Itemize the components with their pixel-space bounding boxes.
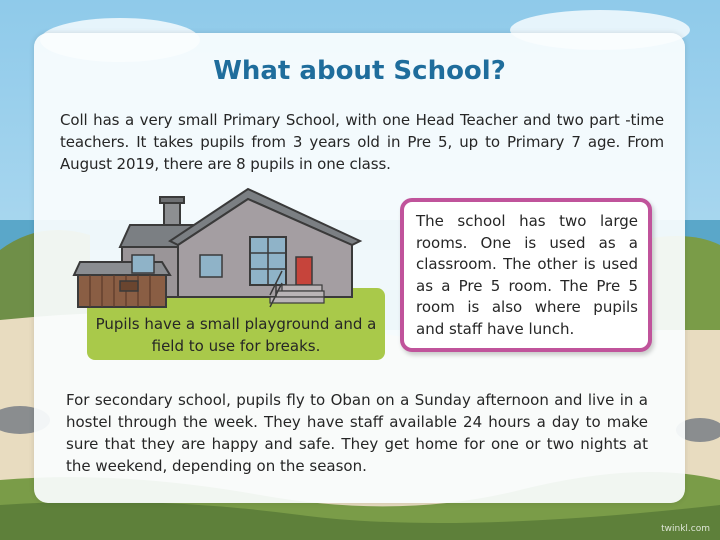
intro-paragraph: Coll has a very small Primary School, with one Head Teacher and two part -time teachers. It takes pupils from 3 years old in Pre 5, up to Primary 7 age. From August 2019, there are 8 pupils in one class. <box>60 111 664 173</box>
secondary-school-paragraph: For secondary school, pupils fly to Oban on a Sunday afternoon and live in a hostel through the week. They have staff available 24 hours a day to make sure that they are happy and safe. They get home for one or two nights at the weekend, depending on the season. <box>66 391 648 475</box>
school-building-illustration <box>70 185 380 325</box>
watermark: twinkl.com <box>661 524 710 534</box>
page-title: What about School? <box>213 56 506 86</box>
house-caption: Pupils have a small playground and a field to use for breaks. <box>95 315 377 355</box>
rooms-info-text: The school has two large rooms. One is used as a classroom. The other is used as a Pre 5 room. The Pre 5 room is also where pupils and staff have lunch. <box>416 212 638 338</box>
